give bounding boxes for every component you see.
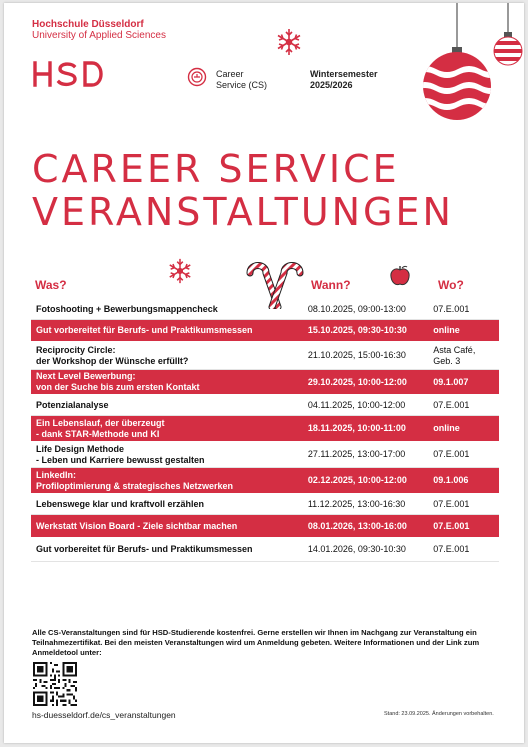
- event-location: 09.1.007: [433, 376, 469, 387]
- christmas-ornament-icon: [414, 3, 524, 143]
- snowflake-icon: [166, 257, 194, 285]
- event-title: Lebenswege klar und kraftvoll erzählen: [36, 498, 205, 509]
- university-name: Hochschule Düsseldorf: [32, 19, 144, 30]
- table-row: [31, 370, 499, 395]
- poster: [4, 3, 524, 743]
- column-header-where: Wo?: [438, 278, 464, 292]
- table-row: [31, 538, 499, 562]
- page-title: CAREER SERVICE VERANSTALTUNGEN: [32, 147, 454, 234]
- footer-info-text: Alle CS-Veranstaltungen sind für HSD-Studierende kostenfrei. Gerne erstellen wir Ihnen im Nachgang zur Veranstaltung ein Teilnahmezertifikat. Bei den meisten Veranstaltungen wird um Anmeldung gebeten. Weitere Informationen und der Link zum Anmeldetool unter:: [32, 628, 480, 657]
- table-row: [31, 416, 499, 442]
- career-service-label: Career Service (CS): [216, 69, 268, 90]
- qr-code[interactable]: [33, 662, 77, 706]
- footer-url[interactable]: hs-duesseldorf.de/cs_veranstaltungen: [32, 710, 176, 720]
- event-title: Ein Lebenslauf, der überzeugt - dank STAR-Methode und KI: [36, 417, 165, 439]
- table-row: [31, 515, 499, 538]
- event-title: LinkedIn: Profiloptimierung & strategisches Netzwerken: [36, 469, 234, 491]
- event-location: 07.E.001: [433, 449, 470, 459]
- event-date: 08.01.2026, 13:00-16:00: [307, 520, 407, 531]
- snowflake-icon: [274, 27, 304, 57]
- event-location: 07.E.001: [433, 304, 470, 314]
- event-date: 29.10.2025, 10:00-12:00: [307, 376, 407, 387]
- footer-stand-note: Stand: 23.09.2025. Änderungen vorbehalten.: [384, 711, 494, 717]
- event-date: 04.11.2025, 10:00-12:00: [307, 399, 406, 410]
- event-title: Life Design Methode - Leben und Karriere bewusst gestalten: [36, 443, 205, 465]
- table-row: [31, 320, 499, 342]
- table-row: [31, 494, 499, 515]
- event-location: 09.1.006: [433, 475, 469, 485]
- event-title: Fotoshooting + Bewerbungsmappencheck: [36, 304, 218, 314]
- event-date: 14.01.2026, 09:30-10:30: [307, 544, 406, 554]
- university-subtitle: University of Applied Sciences: [32, 30, 166, 41]
- hsd-logo: [32, 61, 112, 87]
- career-service-icon: [187, 67, 207, 87]
- table-row: [31, 300, 499, 320]
- event-date: 15.10.2025, 09:30-10:30: [307, 325, 407, 335]
- event-date: 08.10.2025, 09:00-13:00: [307, 304, 406, 314]
- events-table: [31, 300, 499, 562]
- event-location: 07.E.001: [433, 399, 470, 410]
- semester-label: Wintersemester 2025/2026: [310, 69, 378, 90]
- event-title: Reciprocity Circle: der Workshop der Wünsche erfüllt?: [36, 344, 189, 366]
- event-location: 07.E.001: [433, 544, 470, 554]
- event-title: Potenzialanalyse: [36, 399, 109, 410]
- event-location: 07.E.001: [433, 520, 470, 531]
- event-title: Next Level Bewerbung: von der Suche bis zum ersten Kontakt: [36, 371, 200, 392]
- apple-icon: [388, 263, 412, 287]
- table-row: [31, 442, 499, 468]
- event-title: Gut vorbereitet für Berufs- und Praktikumsmessen: [36, 325, 253, 335]
- event-location: 07.E.001: [433, 498, 470, 509]
- event-date: 02.12.2025, 10:00-12:00: [307, 475, 407, 485]
- column-header-what: Was?: [35, 278, 67, 292]
- event-location: online: [433, 423, 460, 433]
- column-header-when: Wann?: [311, 278, 351, 292]
- event-date: 18.11.2025, 10:00-11:00: [307, 423, 406, 433]
- table-row: [31, 395, 499, 416]
- event-title: Gut vorbereitet für Berufs- und Praktikumsmessen: [36, 544, 253, 554]
- event-location: online: [433, 325, 460, 335]
- event-date: 21.10.2025, 15:00-16:30: [307, 350, 406, 360]
- event-date: 27.11.2025, 13:00-17:00: [307, 449, 406, 459]
- event-date: 11.12.2025, 13:00-16:30: [307, 498, 406, 509]
- table-row: [31, 342, 499, 370]
- event-location: Asta Café, Geb. 3: [433, 344, 476, 366]
- table-row: [31, 468, 499, 494]
- event-title: Werkstatt Vision Board - Ziele sichtbar machen: [36, 520, 238, 531]
